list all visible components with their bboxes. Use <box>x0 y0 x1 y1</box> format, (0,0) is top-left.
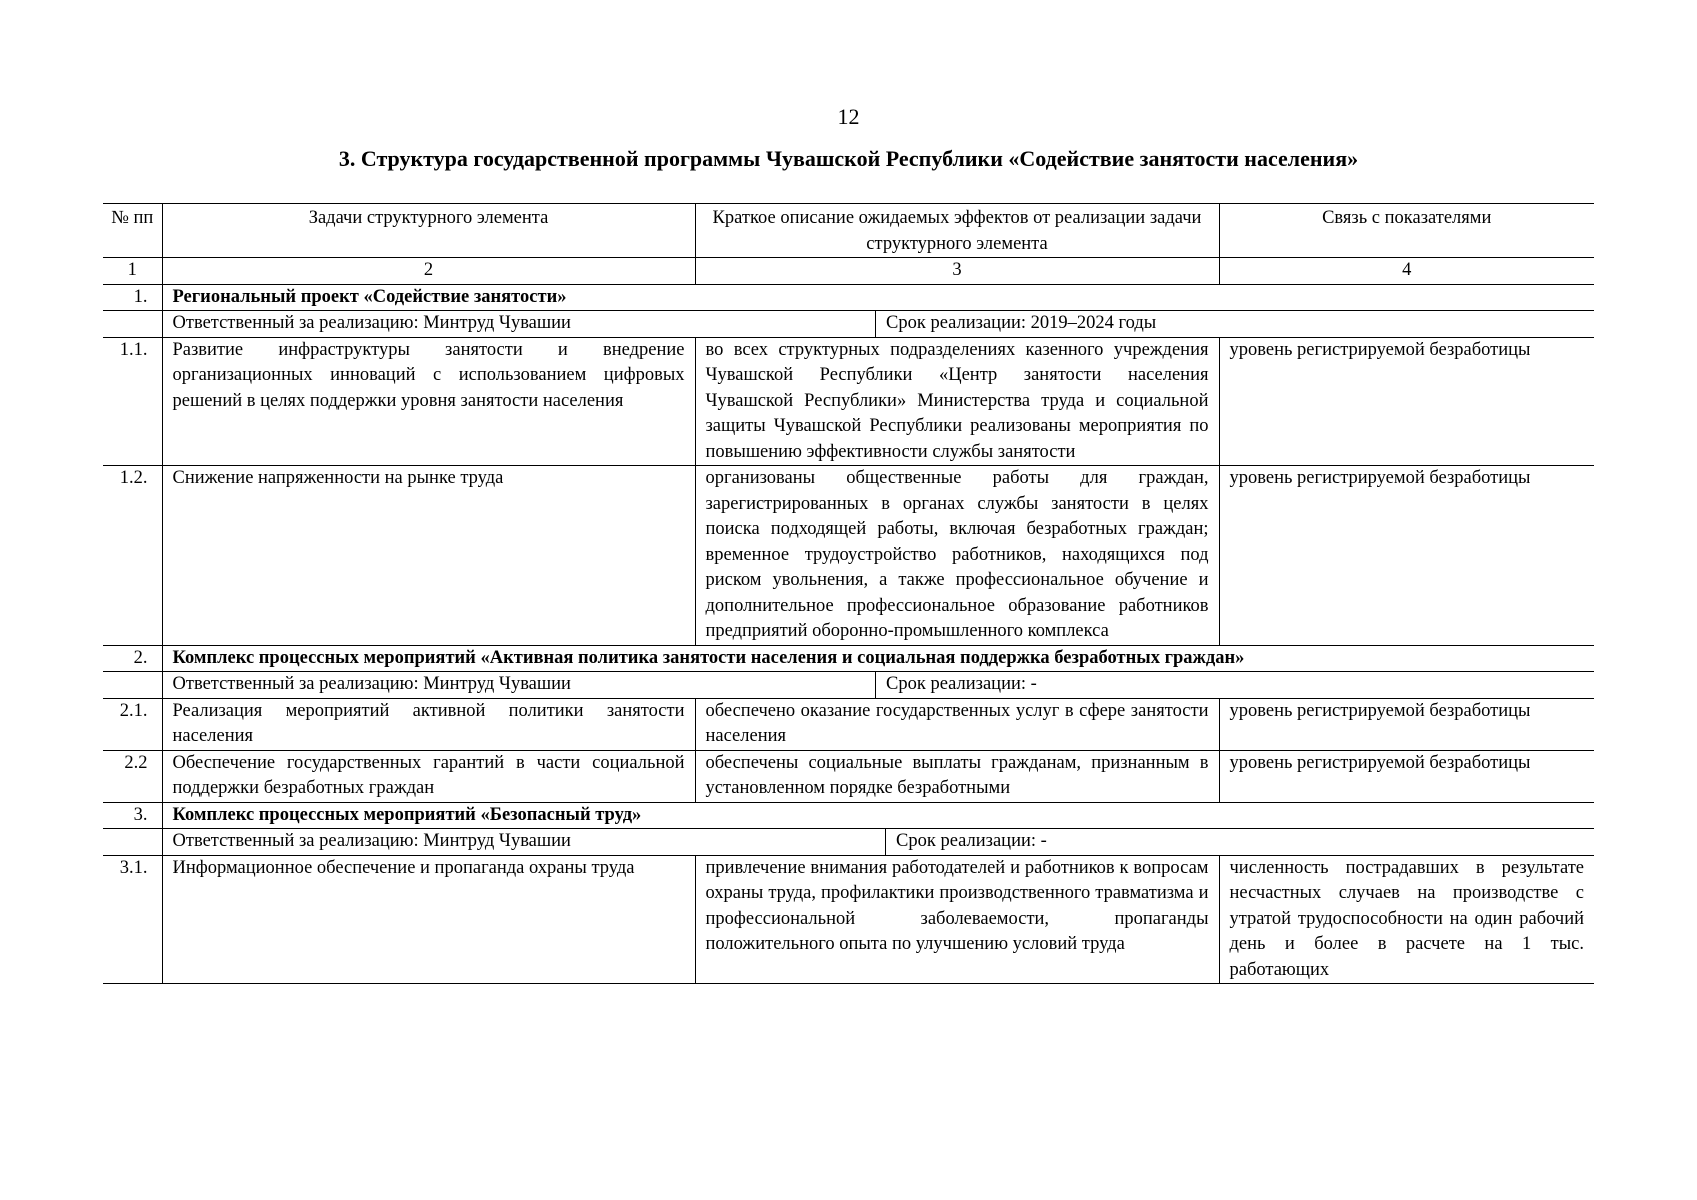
column-number: 3 <box>695 258 1219 285</box>
section-meta-row <box>103 311 1594 338</box>
section-meta-row <box>103 672 1594 699</box>
effect-text: привлечение внимания работодателей и работников к вопросам охраны труда, профилактики производственного травматизма и профессиональной заболеваемости, пропаганды положительного опыта по улучшению условий труда <box>695 855 1219 984</box>
header-number: № пп <box>103 204 162 258</box>
task-row <box>103 750 1594 802</box>
column-number: 1 <box>103 258 162 285</box>
section-meta-row <box>103 829 1594 856</box>
section-number: 2. <box>103 645 162 672</box>
period: Срок реализации: - <box>896 831 1047 851</box>
task-row <box>103 337 1594 466</box>
task-text: Информационное обеспечение и пропаганда охраны труда <box>162 855 695 984</box>
indicator-text: уровень регистрируемой безработицы <box>1219 698 1594 750</box>
column-number: 2 <box>162 258 695 285</box>
effect-text: организованы общественные работы для граждан, зарегистрированных в органах службы занятости в целях поиска подходящей работы, включая безработных граждан; временное трудоустройство работников, находящихся под риском увольнения, а также профессиональное обучение и дополнительное профессиональное образование работников предприятий оборонно-промышленного комплекса <box>695 466 1219 646</box>
indicator-text: уровень регистрируемой безработицы <box>1219 337 1594 466</box>
section-number: 1. <box>103 284 162 311</box>
column-number: 4 <box>1219 258 1594 285</box>
column-number-row <box>103 258 1594 285</box>
table-header-row <box>103 204 1594 258</box>
task-number: 2.1. <box>103 698 162 750</box>
period: Срок реализации: 2019–2024 годы <box>886 313 1157 333</box>
period: Срок реализации: - <box>886 674 1037 694</box>
section-title: Комплекс процессных мероприятий «Безопасный труд» <box>162 802 1594 829</box>
page-number: 12 <box>837 104 860 129</box>
page-title: 3. Структура государственной программы Чувашской Республики «Содействие занятости населения» <box>338 146 1359 171</box>
task-text: Снижение напряженности на рынке труда <box>162 466 695 646</box>
header-effects: Краткое описание ожидаемых эффектов от реализации задачи структурного элемента <box>695 204 1219 258</box>
task-row <box>103 466 1594 646</box>
header-tasks: Задачи структурного элемента <box>162 204 695 258</box>
task-row <box>103 698 1594 750</box>
responsible: Ответственный за реализацию: Минтруд Чувашии <box>163 311 876 337</box>
section-title: Комплекс процессных мероприятий «Активная политика занятости населения и социальная поддержка безработных граждан» <box>162 645 1594 672</box>
section-title-row <box>103 802 1594 829</box>
section-title-row <box>103 645 1594 672</box>
task-number: 1.1. <box>103 337 162 466</box>
effect-text: обеспечены социальные выплаты гражданам, признанным в установленном порядке безработными <box>695 750 1219 802</box>
indicator-text: уровень регистрируемой безработицы <box>1219 466 1594 646</box>
structure-table <box>103 203 1594 984</box>
effect-text: обеспечено оказание государственных услуг в сфере занятости населения <box>695 698 1219 750</box>
task-row <box>103 855 1594 984</box>
task-text: Реализация мероприятий активной политики занятости населения <box>162 698 695 750</box>
task-text: Обеспечение государственных гарантий в части социальной поддержки безработных граждан <box>162 750 695 802</box>
indicator-text: численность пострадавших в результате несчастных случаев на производстве с утратой трудоспособности на один рабочий день и более в расчете на 1 тыс. работающих <box>1219 855 1594 984</box>
task-number: 3.1. <box>103 855 162 984</box>
effect-text: во всех структурных подразделениях казенного учреждения Чувашской Республики «Центр занятости населения Чувашской Республики» Министерства труда и социальной защиты Чувашской Республики реализованы мероприятия по повышению эффективности службы занятости <box>695 337 1219 466</box>
responsible: Ответственный за реализацию: Минтруд Чувашии <box>163 829 886 855</box>
responsible: Ответственный за реализацию: Минтруд Чувашии <box>163 672 876 698</box>
section-title-row <box>103 284 1594 311</box>
section-title: Региональный проект «Содействие занятости» <box>162 284 1594 311</box>
task-number: 1.2. <box>103 466 162 646</box>
task-text: Развитие инфраструктуры занятости и внедрение организационных инноваций с использованием цифровых решений в целях поддержки уровня занятости населения <box>162 337 695 466</box>
indicator-text: уровень регистрируемой безработицы <box>1219 750 1594 802</box>
header-indicators: Связь с показателями <box>1219 204 1594 258</box>
section-number: 3. <box>103 802 162 829</box>
task-number: 2.2 <box>103 750 162 802</box>
